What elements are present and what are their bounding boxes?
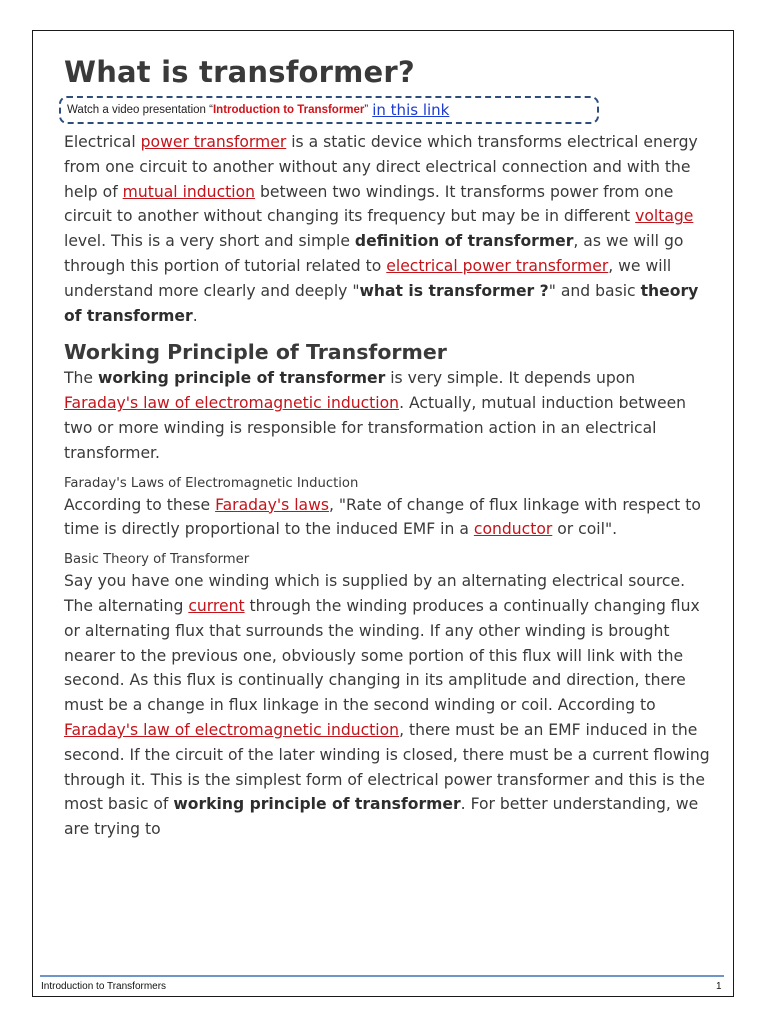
text-run: or coil". xyxy=(552,520,618,539)
link-faradays-laws[interactable]: Faraday's laws xyxy=(215,495,329,514)
heading-faradays-laws: Faraday's Laws of Electromagnetic Induction xyxy=(64,475,359,491)
link-faradays-law[interactable]: Faraday's law of electromagnetic induction xyxy=(64,394,400,413)
text-run: Say you have one winding which is supplied by an alternating electrical source. The alternating xyxy=(64,572,686,615)
text-run: . Actually, mutual induction between two or more winding is responsible for transformation action in an electrical transformer. xyxy=(64,394,687,462)
faradays-laws-paragraph xyxy=(64,493,712,543)
video-title: Introduction to Transformer xyxy=(212,104,365,116)
text-run: According to these xyxy=(64,495,216,514)
link-power-transformer[interactable]: power transformer xyxy=(140,133,287,151)
heading-working-principle: Working Principle of Transformer xyxy=(64,340,447,365)
link-conductor[interactable]: conductor xyxy=(473,520,553,539)
text-run: through the winding produces a continually changing flux or alternating flux that surrounds the winding. If any other winding is brought nearer to the previous one, obviously some portion of this flux will link with the second. As this flux is continually changing in its amplitude and direction, there must be a change in flux linkage in the second winding or coil. According to xyxy=(64,596,700,715)
link-current[interactable]: current xyxy=(188,596,245,615)
footer-title: Introduction to Transformers xyxy=(41,981,167,992)
text-run: , there must be an EMF induced in the second. If the circuit of the later winding is closed, there must be a current flowing through it. This is the simplest form of electrical power transformer and this is the most basic of xyxy=(64,720,710,814)
text-run: Electrical xyxy=(64,133,141,151)
video-link[interactable]: in this link xyxy=(372,101,450,119)
bold-text: what is transformer ? xyxy=(359,281,549,300)
link-mutual-induction[interactable]: mutual induction xyxy=(122,182,256,201)
text-run: level. This is a very short and simple xyxy=(64,232,355,251)
text-run: The xyxy=(64,369,98,388)
text-run: , "Rate of change of flux linkage with respect to time is directly proportional to the induced EMF in a xyxy=(64,495,701,539)
text-run: , we will understand more clearly and deeply " xyxy=(64,256,672,300)
text-run: is a static device which transforms electrical energy from one circuit to another without any direct electrical connection and with the help of xyxy=(64,133,698,201)
text-run: . For better understanding, we are trying to xyxy=(64,795,699,839)
video-prefix: Watch a video presentation “ xyxy=(67,104,213,116)
text-run: . xyxy=(192,306,198,325)
text-run: " and basic xyxy=(548,281,641,300)
bold-text: working principle of transformer xyxy=(97,369,386,388)
text-run: is very simple. It depends upon xyxy=(385,369,636,388)
intro-paragraph xyxy=(64,130,712,328)
spacer xyxy=(64,542,712,551)
heading-basic-theory: Basic Theory of Transformer xyxy=(64,552,250,568)
video-callout-box xyxy=(59,96,599,124)
page-title: What is transformer? xyxy=(64,55,415,89)
bold-text: theory of transformer xyxy=(64,281,699,325)
video-suffix: ” xyxy=(364,104,369,116)
document-content xyxy=(64,52,712,842)
working-principle-paragraph xyxy=(64,366,712,465)
link-electrical-power-transformer[interactable]: electrical power transformer xyxy=(386,256,609,275)
footer-rule xyxy=(40,975,724,977)
bold-text: definition of transformer xyxy=(354,232,574,251)
basic-theory-paragraph xyxy=(64,569,712,842)
bold-text: working principle of transformer xyxy=(173,795,461,814)
link-faradays-law-2[interactable]: Faraday's law of electromagnetic induction xyxy=(64,720,400,739)
footer-page-number: 1 xyxy=(716,981,722,992)
text-run: , as we will go through this portion of tutorial related to xyxy=(64,232,684,275)
text-run: between two windings. It transforms power from one circuit to another without changing its frequency but may be in different xyxy=(64,182,674,226)
spacer xyxy=(64,466,712,475)
link-voltage[interactable]: voltage xyxy=(635,207,694,226)
